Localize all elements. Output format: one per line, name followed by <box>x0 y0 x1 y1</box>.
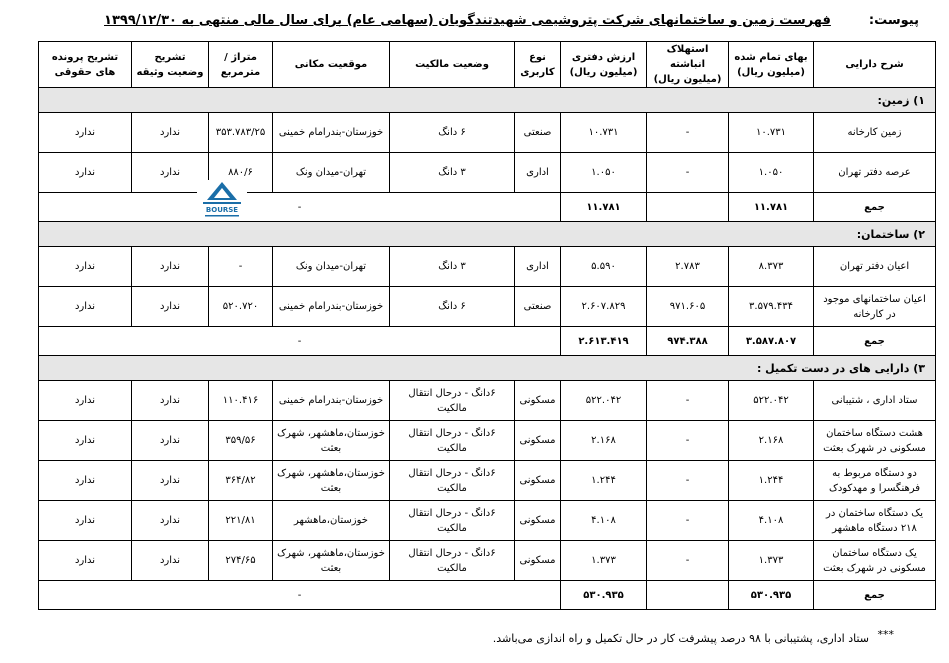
total-label: جمع <box>814 327 936 356</box>
cell-cost: ۱.۰۵۰ <box>729 153 814 193</box>
col-header: نوع کاربری <box>515 42 561 88</box>
cell-use: صنعتی <box>515 287 561 327</box>
title-row <box>30 9 919 31</box>
cell-coll: ندارد <box>132 247 209 287</box>
document-title: فهرست زمین و ساختمانهای شرکت پتروشیمی شهیدتندگویان (سهامی عام) برای سال مالی منتهی به ۱۳۹۹/۱۲/۳۰ <box>104 12 831 28</box>
cell-loc: خوزستان،ماهشهر، شهرک بعثت <box>273 421 390 461</box>
logo-text: BOURSE <box>205 206 239 214</box>
cell-loc: تهران-میدان ونک <box>273 153 390 193</box>
cell-own: ۶دانگ - درحال انتقال مالکیت <box>390 461 515 501</box>
cell-area: ۳۶۴/۸۲ <box>209 461 273 501</box>
cell-own: ۶دانگ - درحال انتقال مالکیت <box>390 541 515 581</box>
cell-coll: ندارد <box>132 113 209 153</box>
cell-dep: - <box>647 153 729 193</box>
cell-dep: ۹۷۱.۶۰۵ <box>647 287 729 327</box>
total-row <box>39 327 936 356</box>
cell-desc: ستاد اداری ، شتیبانی <box>814 381 936 421</box>
total-row <box>39 581 936 610</box>
cell-dep: - <box>647 541 729 581</box>
cell-book: ۱.۲۴۴ <box>561 461 647 501</box>
cell-cost: ۴.۱۰۸ <box>729 501 814 541</box>
cell-area: ۸۸۰/۶ <box>209 153 273 193</box>
cell-book: ۲.۱۶۸ <box>561 421 647 461</box>
cell-use: مسکونی <box>515 541 561 581</box>
table-row <box>39 461 936 501</box>
col-header: وضعیت مالکیت <box>390 42 515 88</box>
table-header-row <box>39 42 936 88</box>
cell-loc: تهران-میدان ونک <box>273 247 390 287</box>
cell-coll: ندارد <box>132 153 209 193</box>
total-label: جمع <box>814 193 936 222</box>
col-header: متراژ / مترمربع <box>209 42 273 88</box>
col-header: استهلاک انباشته (میلیون ریال) <box>647 42 729 88</box>
section-heading-row <box>39 222 936 247</box>
cell-own: ۳ دانگ <box>390 247 515 287</box>
cell-cost: ۳.۵۷۹.۴۳۴ <box>729 287 814 327</box>
cell-legal: ندارد <box>39 287 132 327</box>
section-heading: ۱) زمین: <box>39 88 936 113</box>
total-rest: - <box>39 193 561 222</box>
cell-area: ۳۵۹/۵۶ <box>209 421 273 461</box>
cell-use: صنعتی <box>515 113 561 153</box>
total-book: ۲.۶۱۳.۴۱۹ <box>561 327 647 356</box>
cell-coll: ندارد <box>132 421 209 461</box>
cell-dep: - <box>647 421 729 461</box>
cell-desc: یک دستگاه ساختمان مسکونی در شهرک بعثت <box>814 541 936 581</box>
table-row <box>39 421 936 461</box>
cell-own: ۶دانگ - درحال انتقال مالکیت <box>390 421 515 461</box>
total-rest: - <box>39 581 561 610</box>
cell-coll: ندارد <box>132 461 209 501</box>
cell-legal: ندارد <box>39 541 132 581</box>
cell-area: ۳۵۳.۷۸۳/۲۵ <box>209 113 273 153</box>
cell-cost: ۲.۱۶۸ <box>729 421 814 461</box>
section-heading-row <box>39 356 936 381</box>
cell-book: ۴.۱۰۸ <box>561 501 647 541</box>
cell-dep: ۲.۷۸۳ <box>647 247 729 287</box>
cell-legal: ندارد <box>39 153 132 193</box>
cell-area: - <box>209 247 273 287</box>
cell-cost: ۸.۳۷۳ <box>729 247 814 287</box>
cell-coll: ندارد <box>132 541 209 581</box>
cell-coll: ندارد <box>132 501 209 541</box>
cell-book: ۲.۶۰۷.۸۲۹ <box>561 287 647 327</box>
cell-own: ۶ دانگ <box>390 287 515 327</box>
cell-legal: ندارد <box>39 247 132 287</box>
cell-own: ۶دانگ - درحال انتقال مالکیت <box>390 501 515 541</box>
total-label: جمع <box>814 581 936 610</box>
total-book: ۱۱.۷۸۱ <box>561 193 647 222</box>
cell-book: ۱۰.۷۳۱ <box>561 113 647 153</box>
col-header: بهای تمام شده (میلیون ریال) <box>729 42 814 88</box>
cell-desc: اعیان دفتر تهران <box>814 247 936 287</box>
cell-coll: ندارد <box>132 381 209 421</box>
col-header: تشریح وضعیت وثیقه <box>132 42 209 88</box>
attachment-label: پیوست: <box>868 12 919 28</box>
cell-cost: ۵۲۲.۰۴۲ <box>729 381 814 421</box>
table-row <box>39 113 936 153</box>
footnote-stars: *** <box>877 628 894 641</box>
cell-cost: ۱.۳۷۳ <box>729 541 814 581</box>
total-book: ۵۳۰.۹۳۵ <box>561 581 647 610</box>
cell-dep: - <box>647 381 729 421</box>
cell-area: ۲۷۴/۶۵ <box>209 541 273 581</box>
cell-desc: دو دستگاه مربوط به فرهنگسرا و مهدکودک <box>814 461 936 501</box>
bourse-logo <box>197 180 247 220</box>
cell-own: ۶ دانگ <box>390 113 515 153</box>
total-dep: ۹۷۴.۳۸۸ <box>647 327 729 356</box>
cell-cost: ۱.۲۴۴ <box>729 461 814 501</box>
cell-use: اداری <box>515 247 561 287</box>
cell-dep: - <box>647 501 729 541</box>
cell-book: ۱.۰۵۰ <box>561 153 647 193</box>
total-row <box>39 193 936 222</box>
cell-desc: عرصه دفتر تهران <box>814 153 936 193</box>
cell-book: ۱.۳۷۳ <box>561 541 647 581</box>
cell-use: مسکونی <box>515 501 561 541</box>
cell-desc: هشت دستگاه ساختمان مسکونی در شهرک بعثت <box>814 421 936 461</box>
cell-use: مسکونی <box>515 421 561 461</box>
cell-area: ۱۱۰.۴۱۶ <box>209 381 273 421</box>
table-row <box>39 153 936 193</box>
table-row <box>39 247 936 287</box>
cell-use: مسکونی <box>515 381 561 421</box>
col-header: ارزش دفتری (میلیون ریال) <box>561 42 647 88</box>
total-dep <box>647 581 729 610</box>
cell-legal: ندارد <box>39 461 132 501</box>
cell-desc: زمین کارخانه <box>814 113 936 153</box>
cell-book: ۵۲۲.۰۴۲ <box>561 381 647 421</box>
total-dep <box>647 193 729 222</box>
cell-loc: خوزستان-بندرامام خمینی <box>273 113 390 153</box>
col-header: تشریح پرونده های حقوقی <box>39 42 132 88</box>
section-heading-row <box>39 88 936 113</box>
table-row <box>39 287 936 327</box>
cell-book: ۵.۵۹۰ <box>561 247 647 287</box>
table-row <box>39 541 936 581</box>
cell-dep: - <box>647 113 729 153</box>
total-cost: ۱۱.۷۸۱ <box>729 193 814 222</box>
cell-loc: خوزستان-بندرامام خمینی <box>273 287 390 327</box>
cell-desc: اعیان ساختمانهای موجود در کارخانه <box>814 287 936 327</box>
cell-loc: خوزستان-بندرامام خمینی <box>273 381 390 421</box>
cell-own: ۳ دانگ <box>390 153 515 193</box>
cell-legal: ندارد <box>39 381 132 421</box>
total-cost: ۵۳۰.۹۳۵ <box>729 581 814 610</box>
total-rest: - <box>39 327 561 356</box>
cell-area: ۵۲۰.۷۲۰ <box>209 287 273 327</box>
section-heading: ۳) دارایی های در دست تکمیل : <box>39 356 936 381</box>
section-heading: ۲) ساختمان: <box>39 222 936 247</box>
cell-use: اداری <box>515 153 561 193</box>
table-row <box>39 501 936 541</box>
cell-own: ۶دانگ - درحال انتقال مالکیت <box>390 381 515 421</box>
cell-loc: خوزستان،ماهشهر، شهرک بعثت <box>273 461 390 501</box>
col-header: موقعیت مکانی <box>273 42 390 88</box>
cell-legal: ندارد <box>39 113 132 153</box>
footnote-text: ستاد اداری، پشتیبانی با ۹۸ درصد پیشرفت کار در حال تکمیل و راه اندازی می‌باشد. <box>492 632 869 645</box>
cell-legal: ندارد <box>39 501 132 541</box>
cell-coll: ندارد <box>132 287 209 327</box>
col-header: شرح دارایی <box>814 42 936 88</box>
assets-table <box>38 41 936 610</box>
cell-legal: ندارد <box>39 421 132 461</box>
bourse-logo-icon <box>197 180 247 220</box>
cell-use: مسکونی <box>515 461 561 501</box>
cell-loc: خوزستان،ماهشهر، شهرک بعثت <box>273 541 390 581</box>
cell-cost: ۱۰.۷۳۱ <box>729 113 814 153</box>
cell-dep: - <box>647 461 729 501</box>
total-cost: ۳.۵۸۷.۸۰۷ <box>729 327 814 356</box>
cell-desc: یک دستگاه ساختمان در ۲۱۸ دستگاه ماهشهر <box>814 501 936 541</box>
table-row <box>39 381 936 421</box>
cell-loc: خوزستان،ماهشهر <box>273 501 390 541</box>
cell-area: ۲۲۱/۸۱ <box>209 501 273 541</box>
